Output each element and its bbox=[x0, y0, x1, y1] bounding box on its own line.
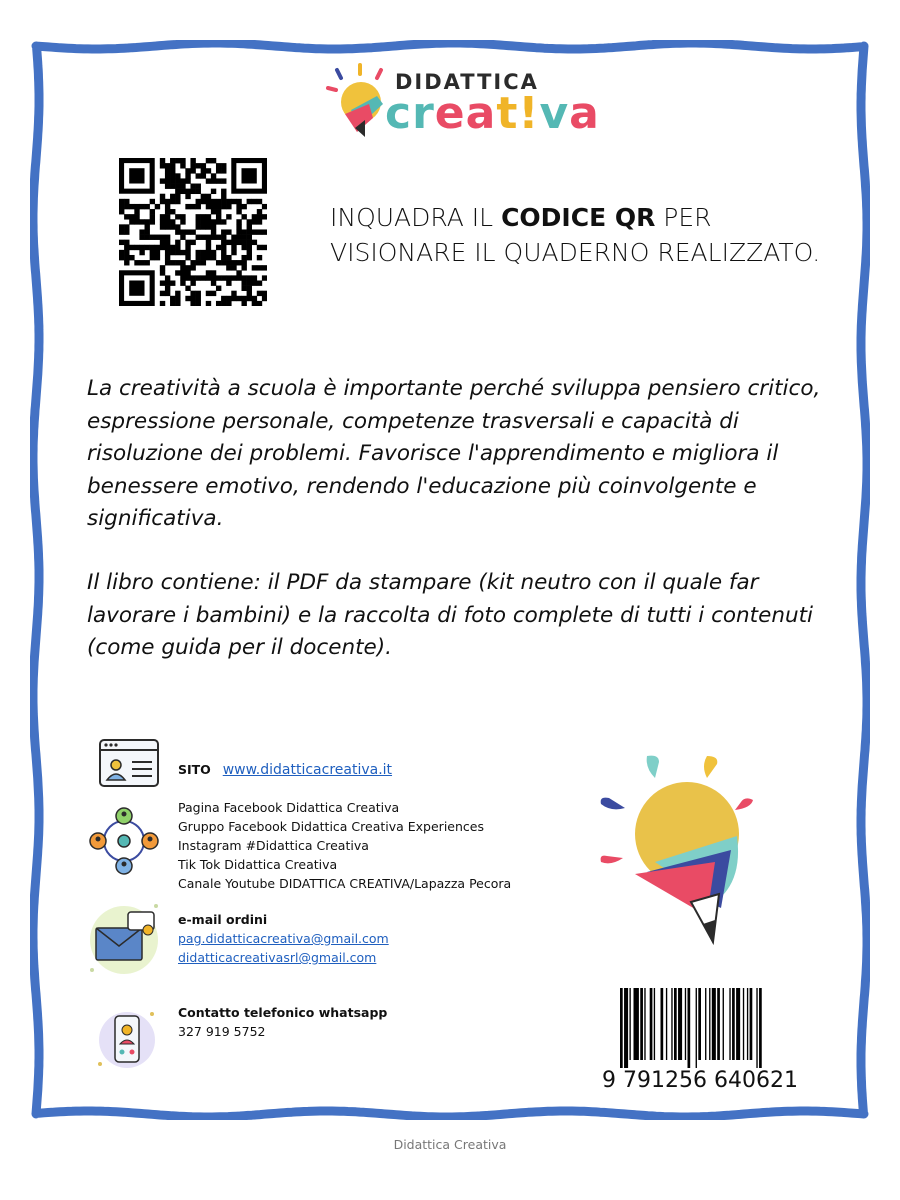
barcode-number: 9 791256 640621 bbox=[602, 1068, 798, 1093]
social-network-icon bbox=[86, 806, 162, 876]
website-icon bbox=[98, 738, 160, 788]
barcode-icon bbox=[620, 988, 830, 1068]
site-row bbox=[178, 760, 392, 780]
qr-text-after: PER VISIONARE IL QUADERNO REALIZZATO. bbox=[330, 203, 821, 267]
email-label: e-mail ordini bbox=[178, 912, 268, 927]
book-contents-paragraph: Il libro contiene: il PDF da stampare (kit neutro con il quale far lavorare i bambini) e la raccolta di foto complete di tutti i contenuti (come guida per il docente). bbox=[87, 570, 813, 660]
qr-code-icon[interactable] bbox=[119, 158, 267, 306]
qr-text-bold: CODICE QR bbox=[501, 203, 656, 232]
email-icon bbox=[86, 900, 164, 978]
social-list bbox=[178, 798, 511, 893]
creativity-paragraph: La creatività a scuola è importante perché sviluppa pensiero critico, espressione personale, competenze trasversali e capacità di risoluzione dei problemi. Favorisce l'apprendimento e migliora il benessere emotivo, rendendo l'educazione più coinvolgente e significativa. bbox=[87, 376, 821, 531]
social-item: Tik Tok Didattica Creativa bbox=[178, 857, 338, 872]
email-link[interactable]: pag.didatticacreativa@gmail.com bbox=[178, 931, 389, 946]
phone-number: 327 919 5752 bbox=[178, 1024, 266, 1039]
logo-letter: ! bbox=[518, 88, 540, 139]
phone-icon bbox=[94, 1006, 160, 1072]
phone-block bbox=[178, 1003, 387, 1041]
logo-letter: e bbox=[434, 88, 466, 139]
logo-letter: t bbox=[496, 88, 519, 139]
logo-word-didattica: DIDATTICA bbox=[395, 70, 539, 94]
logo-letter: a bbox=[465, 88, 497, 139]
social-item: Pagina Facebook Didattica Creativa bbox=[178, 800, 400, 815]
logo-letter: r bbox=[412, 88, 435, 139]
social-item: Canale Youtube DIDATTICA CREATIVA/Lapazza Pecora bbox=[178, 876, 512, 891]
logo-letter: c bbox=[385, 88, 413, 139]
site-link[interactable]: www.didatticacreativa.it bbox=[222, 762, 393, 778]
logo-letter: v bbox=[539, 88, 570, 139]
logo-word-creativa bbox=[385, 88, 600, 139]
page-footer: Didattica Creativa bbox=[393, 1137, 507, 1152]
email-block bbox=[178, 910, 389, 967]
lightbulb-pencil-icon bbox=[595, 752, 775, 948]
phone-label: Contatto telefonico whatsapp bbox=[178, 1005, 388, 1020]
social-item: Gruppo Facebook Didattica Creativa Experiences bbox=[178, 819, 484, 834]
site-label: SITO bbox=[178, 762, 211, 777]
qr-text-before: INQUADRA IL bbox=[330, 203, 502, 232]
qr-instruction bbox=[330, 200, 830, 270]
social-item: Instagram #Didattica Creativa bbox=[178, 838, 369, 853]
logo-letter: a bbox=[569, 88, 600, 139]
email-link[interactable]: didatticacreativasrl@gmail.com bbox=[178, 950, 377, 965]
